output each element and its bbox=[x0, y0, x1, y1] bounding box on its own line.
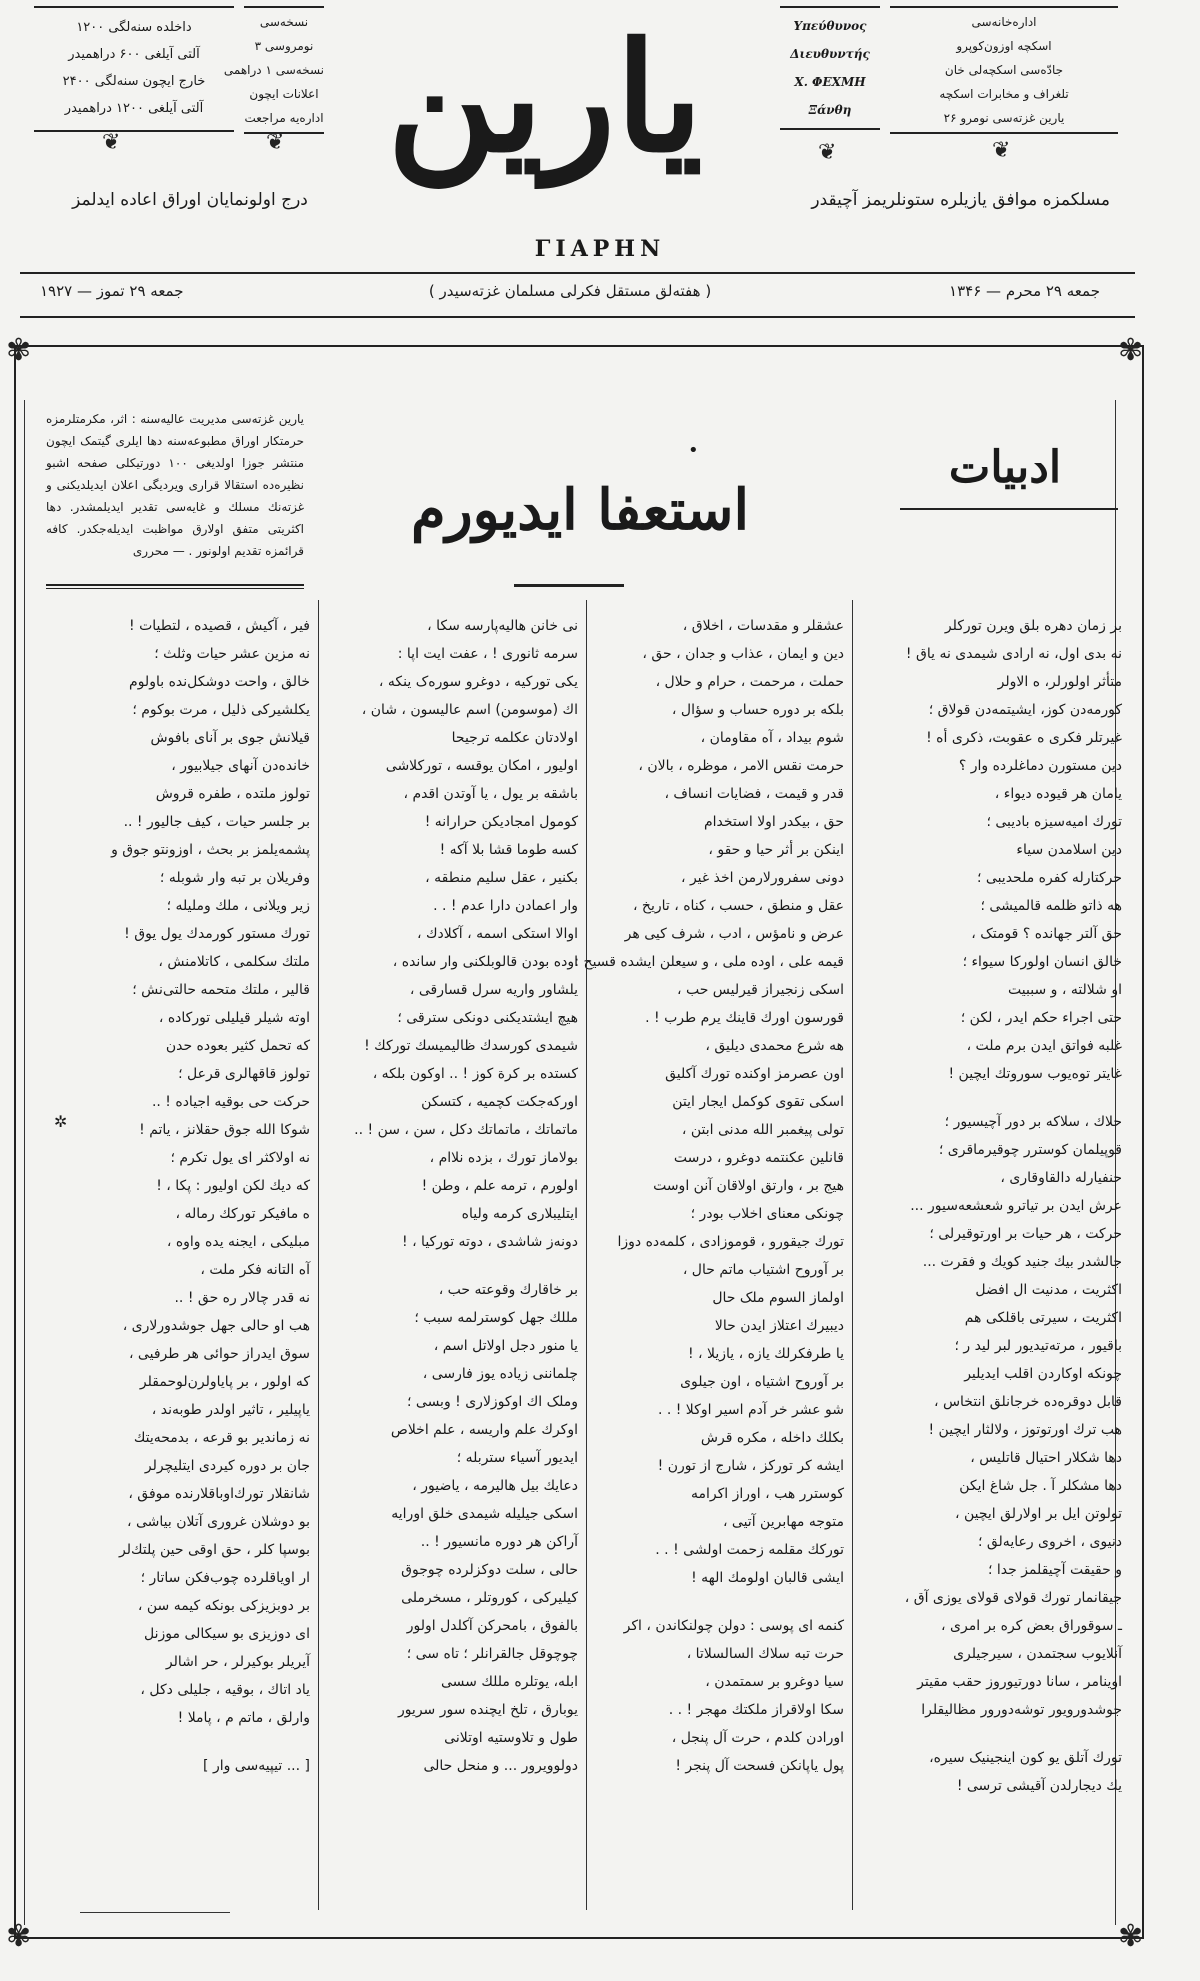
verse-line: شیمدی کورسدك ظالیمیسك تورکك ! bbox=[364, 1038, 578, 1054]
verse-line: ار او‌یاقلرده چوب‌فکن ساتار ؛ bbox=[140, 1570, 310, 1586]
left-motto: درج اولونمایان اوراق اعاده ایدلمز bbox=[72, 190, 308, 210]
verse-line: اوالا استکی اسمه ، آکلادك ، bbox=[417, 926, 578, 942]
verse-line: دولوویرور ... و منحل حالی bbox=[423, 1758, 578, 1774]
verse-line: نه زماندیر بو قرعه ، بدمحه‌یتك bbox=[133, 1430, 310, 1446]
date-hijri: جمعه ۲۹ محرم — ۱۳۴۶ bbox=[949, 282, 1100, 300]
verse-line: حرکت حی بوقیه اجیاده ! .. bbox=[151, 1094, 310, 1110]
verse-line: آیریلر بوکیرلر ، حر اشالر bbox=[165, 1654, 310, 1670]
verse-line: چونکی معنای اخلاب بودر ؛ bbox=[690, 1206, 844, 1222]
verse-line: غیرتلر فکری ه عقوبت، ذکری أه ! bbox=[926, 730, 1122, 746]
notice-rule bbox=[46, 584, 304, 586]
verse-line: خانده‌دن آنهای جیلابیور ، bbox=[171, 758, 310, 774]
verse-line: هب ترك اورتوتوز ، ولالثار ایچین ! bbox=[928, 1422, 1122, 1438]
verse-line: [ ... تیپیه‌سی وار ] bbox=[203, 1758, 310, 1774]
verse-line: شو عشر خر آدم اسیر اوکلا ! . . bbox=[657, 1402, 844, 1418]
stanza-gap bbox=[328, 1256, 578, 1276]
verse-line: جان بر دوره کیردی ایتلیچرلر bbox=[144, 1458, 310, 1474]
verse-line: اینکن بر أثر حیا و حقو ، bbox=[708, 842, 844, 858]
price-line-1: داخلده سنه‌لگی ۱۲۰۰ bbox=[76, 20, 192, 35]
verse-line: اکثریت ، سیرتی باقلکی هم bbox=[964, 1310, 1122, 1326]
verse-line: یوبارق ، تلخ ایچنده سور سریور bbox=[397, 1702, 578, 1718]
verse-line: متأثر اولورلر، ه الاولر bbox=[997, 674, 1122, 690]
address-line-5: یارین غزته‌سی نومرو ۲۶ bbox=[943, 111, 1065, 125]
verse-line: اولورم ، ترمه علم ، وطن ! bbox=[421, 1178, 578, 1194]
verse-line: سیا دوغرو بر سمتمدن ، bbox=[705, 1674, 844, 1690]
verse-line: حرت تبه سلاك السالسلاتا ، bbox=[686, 1646, 844, 1662]
flourish-ornament: ❦ bbox=[818, 140, 837, 165]
verse-line: قیمه علی ، اوده ملی ، و سیعلن ایشده قسیح : bbox=[574, 954, 844, 970]
verse-line: و حقیقت آچیقلمز جدا ؛ bbox=[988, 1562, 1122, 1578]
verse-line: جیقانمار تورك قولای قولای یوزی آق ، bbox=[904, 1590, 1122, 1606]
verse-line: اولماز السوم ملک حال bbox=[712, 1290, 844, 1306]
verse-line: که دیك لکن اولیور : پکا ، ! bbox=[156, 1178, 310, 1194]
verse-line: تورك آتلق یو کون اینجینیک سیره، bbox=[929, 1750, 1122, 1766]
verse-line: نه بدی اول، نه ارادی شیمدی نه یاق ! bbox=[905, 646, 1122, 662]
address-box bbox=[890, 6, 1118, 134]
section-title: ادبیات bbox=[948, 442, 1062, 493]
title-rule bbox=[514, 584, 624, 587]
verse-line: یك دیجارلدن آقیشی ترسی ! bbox=[956, 1778, 1122, 1794]
verse-line: تولی پیغمبر الله مدنی ابتن ، bbox=[681, 1122, 844, 1138]
verse-line: حلاك ، سلاكه بر دور آچیسیور ؛ bbox=[944, 1114, 1122, 1130]
verse-line: اورادن کلدم ، حرت آل پنجل ، bbox=[671, 1730, 844, 1746]
verse-line: تولوز ملتده ، طفره قروش bbox=[155, 786, 310, 802]
column-2 bbox=[574, 612, 844, 1912]
verse-line: بکلك داخله ، مکره قرش bbox=[700, 1430, 844, 1446]
paper-subtitle: ( هفته‌لق مستقل فکرلی مسلمان غزته‌سیدر ) bbox=[428, 282, 712, 300]
verse-line: آنلایوب سجتمدن ، سیرجیلری bbox=[953, 1646, 1122, 1662]
stanza-gap bbox=[862, 1088, 1122, 1108]
verse-line: او شلالته ، و سببیت bbox=[1008, 982, 1122, 998]
verse-line: غایتر توه‌یوب سوروتك ایچین ! bbox=[948, 1066, 1122, 1082]
verse-line: باقیور ، مرته‌تیدیور لبر لید ر ؛ bbox=[954, 1338, 1122, 1354]
issue-box bbox=[223, 6, 324, 134]
verse-line: اوده بودن قالوبلکنی وار سانده ، bbox=[392, 954, 578, 970]
verse-line: ـ سوقوراق بعض کره بر امری ، bbox=[941, 1618, 1122, 1634]
verse-line: بکنیر ، عقل سلیم منطقه ، bbox=[425, 870, 578, 886]
verse-line: یلشاور واریه سرل قسارقی ، bbox=[409, 982, 578, 998]
verse-line: اسکی تقوی کوکمل ایجار ایتن bbox=[672, 1094, 844, 1110]
verse-line: چونکه اوکاردن اقلب ایدیلیر bbox=[964, 1366, 1122, 1382]
issue-line-5: اداره‌یه مراجعت bbox=[244, 111, 324, 125]
verse-line: سرمه ثانوری ! ، عفت ایت اپا : bbox=[397, 646, 578, 662]
verse-line: کسه طوما قشا بلا آکه ! bbox=[439, 842, 578, 858]
verse-line: عقل و منطق ، حسب ، کناه ، تاریخ ، bbox=[632, 898, 844, 914]
flourish-ornament: ❦ bbox=[102, 130, 121, 155]
date-gregorian: جمعه ۲۹ تموز — ۱۹۲۷ bbox=[40, 282, 184, 300]
verse-line: کومول امجادیکن حرارانه ! bbox=[424, 814, 578, 830]
editor-line-1: Υπεύθυνος bbox=[793, 19, 867, 33]
verse-line: قورسون اورك قاینك یرم طرب ! . bbox=[645, 1010, 844, 1026]
verse-line: بر خاقارك وقوعته حب ، bbox=[438, 1282, 578, 1298]
verse-line: زیر ویلانی ، ملك وملیله ؛ bbox=[166, 898, 310, 914]
verse-line: سکا اولاقراز ملکتك مهجر ! . . bbox=[668, 1702, 844, 1718]
verse-line: کیلیرکی ، کوروتلر ، مسخرملی bbox=[401, 1590, 578, 1606]
masthead-rule-top bbox=[20, 272, 1135, 274]
verse-line: ه مافیکر تورکك رماله ، bbox=[175, 1206, 310, 1222]
issue-line-2: نومروسی ۳ bbox=[254, 39, 314, 53]
verse-line: جالشدر بیك جنید کویك و فقرت ... bbox=[922, 1254, 1122, 1270]
section-rule bbox=[900, 508, 1118, 510]
verse-line: یاپیلیر ، تاثیر اولدر طوبه‌ند ، bbox=[151, 1402, 310, 1418]
verse-line: وملک اك اوکوزلاری ! وبسی ؛ bbox=[407, 1394, 578, 1410]
editor-line-3: Χ. ΦΕΧΜΗ bbox=[794, 75, 866, 89]
verse-line: ملتك سکلمی ، کاتلامنش ، bbox=[158, 954, 310, 970]
column-divider bbox=[586, 600, 587, 1910]
verse-line: تولوتن ایل بر اولارلق ایچین ، bbox=[954, 1506, 1122, 1522]
verse-line: یامان هر قیوده دیواء ، bbox=[994, 786, 1122, 802]
verse-line: اسکی جیلیله شیمدی خلق اورایه bbox=[391, 1506, 578, 1522]
verse-line: ایشه کر تورکز ، شارج از تورن ! bbox=[657, 1458, 844, 1474]
verse-line: دین اسلامدن سیاء bbox=[1016, 842, 1122, 858]
verse-line: شوم بیداد ، آه مقاومان ، bbox=[700, 730, 844, 746]
verse-line: کورمه‌دن کوز، ایشیتمه‌دن قولاق ؛ bbox=[928, 702, 1122, 718]
verse-line: نی خانن هالیه‌پارسه سکا ، bbox=[427, 618, 578, 634]
verse-line: بو دوشلان غروری آتلان بیاشی ، bbox=[127, 1514, 310, 1530]
editor-line-2: Διευθυντής bbox=[790, 47, 870, 61]
price-line-3: خارج ایچون سنه‌لگی ۲۴۰۰ bbox=[62, 74, 206, 89]
verse-line: نه اولاکثر ای یول تکرم ؛ bbox=[170, 1150, 310, 1166]
verse-line: شوکا الله جوق حقلانز ، یاتم ! bbox=[139, 1122, 310, 1138]
flourish-ornament: ❦ bbox=[992, 138, 1011, 163]
verse-line: دها شکلار احتیال قاتلیس ، bbox=[970, 1450, 1122, 1466]
verse-line: ایتلیبلاری کرمه ولیاه bbox=[461, 1206, 578, 1222]
editor-line-4: Ξάνθη bbox=[808, 103, 852, 117]
verse-line: هیچ ایشتدیکنی دونکی سترقی ؛ bbox=[397, 1010, 578, 1026]
verse-line: متوجه مهابرین آتیی ، bbox=[722, 1514, 844, 1530]
verse-line: تورکك مقلمه زحمت اولشی ! . . bbox=[655, 1542, 844, 1558]
verse-line: اکثریت ، مدنیت ال افضل bbox=[975, 1282, 1122, 1298]
editorial-notice: یارین غزته‌سی مدیریت عالیه‌سنه : اثر، مکرمتلرمزه حرمتکار اوراق مطبوعه‌سنه دها ایلری گیتمک ایچون منتشر جوزا اولدیغی ۱۰۰ دورتیکلی صفحه اشبو نظیره‌ده استقالا قراری ویردیگی اعلان ایدیلدیکنی و غزته‌نك مسلك و غایه‌سی تقدیر ایدیلمشدر. دها اکثریتی متفق اولارق مواظبت ایدیله‌جکدر. کافه قرائمزه تقدیم اولونور . — محرری bbox=[46, 412, 304, 558]
verse-line: هه ذاتو ظلمه قالمیشی ؛ bbox=[980, 898, 1122, 914]
verse-line: ماتماتك ، ماتماتك دکل ، سن ، سن ! .. bbox=[354, 1122, 578, 1138]
verse-line: اوکرك علم واریسه ، علم اخلاص bbox=[390, 1422, 578, 1438]
verse-line: عرض و نامؤس ، ادب ، شرف کیی هر bbox=[624, 926, 844, 942]
verse-line: خالق انسان اولورکا سیواء ؛ bbox=[962, 954, 1122, 970]
verse-line: عرش ایدن بر تیاترو شعشعه‌سیور ... bbox=[910, 1198, 1122, 1214]
verse-line: کستده بر کرة کوز ! .. اوکون بلکه ، bbox=[372, 1066, 578, 1082]
verse-line: حق آلتر جهانده ؟ قومتک ، bbox=[971, 926, 1122, 942]
verse-line: کنمه ای پوسی : دولن چولنکاندن ، اکر bbox=[623, 1618, 844, 1634]
column-3 bbox=[328, 612, 578, 1912]
issue-line-4: اعلانات ایچون bbox=[249, 87, 319, 101]
verse-line: عشقلر و مقدسات ، اخلاق ، bbox=[682, 618, 844, 634]
verse-line: دین مستورن دماغلرده وار ؟ bbox=[958, 758, 1122, 774]
verse-line: قالیر ، ملتك متحمه حالتی‌نش ؛ bbox=[132, 982, 310, 998]
verse-line: اولیور ، امکان یوقسه ، تورکلاشی bbox=[385, 758, 578, 774]
verse-line: مللك جهل کوسترلمه سبب ؛ bbox=[414, 1310, 578, 1326]
verse-line: اورکه‌جکت کچمیه ، کتسکن bbox=[421, 1094, 578, 1110]
verse-line: آه التانه فکر ملت ، bbox=[200, 1262, 310, 1278]
column-divider bbox=[318, 600, 319, 1910]
corner-ornament-tr: ✾ bbox=[1118, 333, 1144, 368]
verse-line: حرمت نقس الامر ، موظره ، بالان ، bbox=[638, 758, 844, 774]
verse-line: ایدیور آسیاء ستربله ؛ bbox=[456, 1450, 578, 1466]
column-1 bbox=[862, 612, 1122, 1912]
verse-line: حق ، بیکدر اولا استخدام bbox=[703, 814, 844, 830]
verse-line: بر زمان دهره بلق ویرن تورکلر bbox=[944, 618, 1122, 634]
verse-line: هیج بر ، وارتق اولاقان آنن اوست bbox=[653, 1178, 844, 1194]
verse-line: باشقه بر یول ، یا آوتدن اقدم ، bbox=[403, 786, 578, 802]
verse-line: بر آوروح اشتیاه ، اون جیلوی bbox=[680, 1374, 844, 1390]
editor-box bbox=[780, 6, 880, 130]
stanza-gap bbox=[46, 1732, 310, 1752]
verse-line: نه قدر چالار ره حق ! .. bbox=[174, 1290, 310, 1306]
verse-line: بر جلسر حیات ، کیف جالیور ! .. bbox=[123, 814, 310, 830]
verse-line: یا منور دجل اولاتل اسم ، bbox=[433, 1338, 578, 1354]
verse-line: حرکت ، هر حیات بر اورتوقیرلی ؛ bbox=[929, 1226, 1122, 1242]
verse-line: تورك مستور کورمدك یول یوق ! bbox=[124, 926, 310, 942]
verse-line: ایشی قالبان اولومك الهه ! bbox=[691, 1570, 844, 1586]
verse-line: وفریلان بر تبه وار شوبله ؛ bbox=[159, 870, 310, 886]
verse-line: حالی ، سلت دوکزلرده چوجوق bbox=[401, 1562, 578, 1578]
verse-line: ابله، یوتلره مللك سسی bbox=[441, 1674, 578, 1690]
verse-line: هب او حالی جهل جوشدورلاری ، bbox=[122, 1318, 310, 1334]
verse-line: که تحمل کثیر بعوده حدن bbox=[165, 1038, 310, 1054]
corner-ornament-tl: ✾ bbox=[6, 333, 32, 368]
corner-ornament-br: ✾ bbox=[1118, 1919, 1144, 1954]
verse-line: اوینامر ، سانا دورتیوروز حقب مقیتر bbox=[917, 1674, 1122, 1690]
verse-line: چلماننی زیاده یوز فارسی ، bbox=[422, 1366, 578, 1382]
poem-title: استعفا ایدیورم bbox=[410, 477, 750, 543]
verse-line: حتی اجراء حکم ایدر ، لکن ؛ bbox=[960, 1010, 1122, 1026]
verse-line: وارلق ، ماتم م ، پاملا ! bbox=[177, 1710, 310, 1726]
verse-line: حرکتارله کفره ملحدیبی ؛ bbox=[977, 870, 1122, 886]
asterism-mark: ✲ bbox=[54, 1112, 68, 1131]
verse-line: قابل دوقره‌ده خرجانلق انتخاس ، bbox=[933, 1394, 1122, 1410]
verse-line: فیر ، آکیش ، قصیده ، لتطیات ! bbox=[129, 618, 310, 634]
stanza-gap bbox=[862, 1724, 1122, 1744]
verse-line: دعایك بیل هالیرمه ، یاضیور ، bbox=[412, 1478, 578, 1494]
title-dot: • bbox=[688, 440, 699, 461]
verse-line: تورك امیه‌سیزه بادیبی ؛ bbox=[986, 814, 1122, 830]
verse-line: اوته شیلر قیلیلی تورکاده ، bbox=[158, 1010, 310, 1026]
verse-line: جوشدورویور توشه‌دورور مظالیقلرا bbox=[921, 1702, 1122, 1718]
verse-line: یا طرفکرلك یازه ، یازیلا ، ! bbox=[687, 1346, 844, 1362]
verse-line: وار اعمادن دارا عدم ! . . bbox=[433, 898, 578, 914]
verse-line: یکلشیرکی ذلیل ، مرت بوکوم ؛ bbox=[132, 702, 310, 718]
left-price-box bbox=[34, 6, 234, 132]
verse-line: بوسپا کلر ، حق اوقی حین پلتك‌لر bbox=[118, 1542, 310, 1558]
right-motto: مسلکمزه موافق یازیلره ستونلریمز آچیقدر bbox=[811, 190, 1110, 210]
verse-line: مبلیکی ، ایجنه یده واوه ، bbox=[166, 1234, 310, 1250]
price-line-4: آلتی آیلغی ۱۲۰۰ دراهمیدر bbox=[64, 101, 204, 116]
verse-line: دنیوی ، اخروی رعایه‌لق ؛ bbox=[977, 1534, 1122, 1550]
verse-line: هه شرع محمدی دیلیق ، bbox=[705, 1038, 844, 1054]
issue-line-3: نسخه‌سی ۱ دراهمی bbox=[223, 63, 324, 77]
column-divider bbox=[852, 600, 853, 1910]
verse-line: قانلین عکنتمه دوغرو ، درست bbox=[673, 1150, 844, 1166]
verse-line: آراکن هر دوره مانسیور ! .. bbox=[420, 1534, 578, 1550]
verse-line: که اولور ، بر پایاولرن‌لوحمقلر bbox=[139, 1374, 310, 1390]
verse-line: پول یاپانکن فسحت آل پنجر ! bbox=[675, 1758, 844, 1774]
newspaper-logo-latin: ΓΙΑΡΗΝ bbox=[534, 236, 666, 262]
verse-line: کوسترر هب ، اوراز اکرامه bbox=[690, 1486, 844, 1502]
verse-line: پشمه‌یلمز بر بحث ، اوزونتو جوق و bbox=[111, 842, 310, 858]
end-rule bbox=[80, 1912, 230, 1913]
notice-rule bbox=[46, 588, 304, 589]
corner-ornament-bl: ✾ bbox=[6, 1919, 32, 1954]
verse-line: بلکه بر دوره حساب و سؤال ، bbox=[671, 702, 844, 718]
verse-line: اك (موسومن) اسم عالیسون ، شان ، bbox=[361, 702, 578, 718]
verse-line: اولادتان عکلمه ترجیحا bbox=[451, 730, 578, 746]
verse-line: حملت ، مرحمت ، حرام و حلال ، bbox=[655, 674, 844, 690]
verse-line: قدر و قیمت ، فضایات انساف ، bbox=[664, 786, 844, 802]
verse-line: غلبه فواتق ایدن برم ملت ، bbox=[966, 1038, 1122, 1054]
verse-line: یکی تورکیه ، دوغرو سوره‌ک ینکه ، bbox=[378, 674, 578, 690]
masthead-rule-bottom bbox=[20, 316, 1135, 318]
verse-line: اون عصرمز اوکنده تورك آکلیق bbox=[665, 1066, 844, 1082]
address-line-3: جادّه‌سی اسکچه‌لی خان bbox=[944, 63, 1064, 77]
verse-line: دین و ایمان ، عذاب و جدان ، حق ، bbox=[642, 646, 844, 662]
column-4 bbox=[46, 612, 310, 1912]
issue-line-1: نسخه‌سی bbox=[259, 15, 309, 29]
flourish-ornament: ❦ bbox=[266, 130, 285, 155]
verse-line: بر آوروح اشتیاب ماتم حال ، bbox=[682, 1262, 844, 1278]
address-line-2: اسکچه اوزون‌کوپرو bbox=[956, 39, 1052, 53]
price-line-2: آلتی آیلغی ۶۰۰ دراهمیدر bbox=[68, 47, 200, 62]
address-line-1: اداره‌خانه‌سی bbox=[971, 15, 1037, 29]
verse-line: قوپیلمان کوسترر چوقیرماقری ؛ bbox=[938, 1142, 1122, 1158]
verse-line: دونی سفرورلارمن اخذ غیر ، bbox=[680, 870, 844, 886]
verse-line: بولاماز تورك ، بزده نلاام ، bbox=[429, 1150, 578, 1166]
verse-line: بر دوبزیزکی بونکه کیمه سن ، bbox=[137, 1598, 310, 1614]
verse-line: چوچوقل جالقرانلر ؛ تاه سی ؛ bbox=[406, 1646, 578, 1662]
verse-line: تورك جیقورو ، قوموزادی ، کلمه‌ده دوزا bbox=[617, 1234, 844, 1250]
verse-line: دها مشکلر آ . جل شاغ ایکن bbox=[959, 1478, 1122, 1494]
verse-line: خالق ، واحت دوشکل‌نده باولوم bbox=[129, 674, 310, 690]
verse-line: حنفیارله دالقاوقاری ، bbox=[1000, 1170, 1122, 1186]
verse-line: اسکی زنجیراز قیرلیس حب ، bbox=[676, 982, 844, 998]
verse-line: دیبیرك اعتلاز ایدن حالا bbox=[714, 1318, 844, 1334]
stanza-gap bbox=[594, 1592, 844, 1612]
verse-line: بالفوق ، بامحرکن آکلدل اولور bbox=[406, 1618, 578, 1634]
verse-line: یاد اتاك ، بوقیه ، جلیلی دکل ، bbox=[140, 1682, 310, 1698]
address-line-4: تلغراف و مخابرات اسکچه bbox=[939, 87, 1069, 101]
verse-line: نه مزین عشر حیات وثلث ؛ bbox=[154, 646, 310, 662]
verse-line: شانقلار تورك‌اوباقلارنده موفق ، bbox=[128, 1486, 310, 1502]
verse-line: ای دوزیزی بو سیکالی موزنل bbox=[144, 1626, 310, 1642]
verse-line: طول و تلاوستیه اوتلانی bbox=[444, 1730, 578, 1746]
newspaper-logo: یارین bbox=[387, 10, 703, 186]
verse-line: تولوز قاقهالری قرعل ؛ bbox=[178, 1066, 310, 1082]
verse-line: دونه‌ز شاشدی ، دوته تورکیا ، ! bbox=[402, 1234, 578, 1250]
verse-line: سوق ایدراز حوائی هر طرفیی ، bbox=[128, 1346, 310, 1362]
verse-line: قیلانش جوی بر آنای بافوش bbox=[150, 730, 310, 746]
